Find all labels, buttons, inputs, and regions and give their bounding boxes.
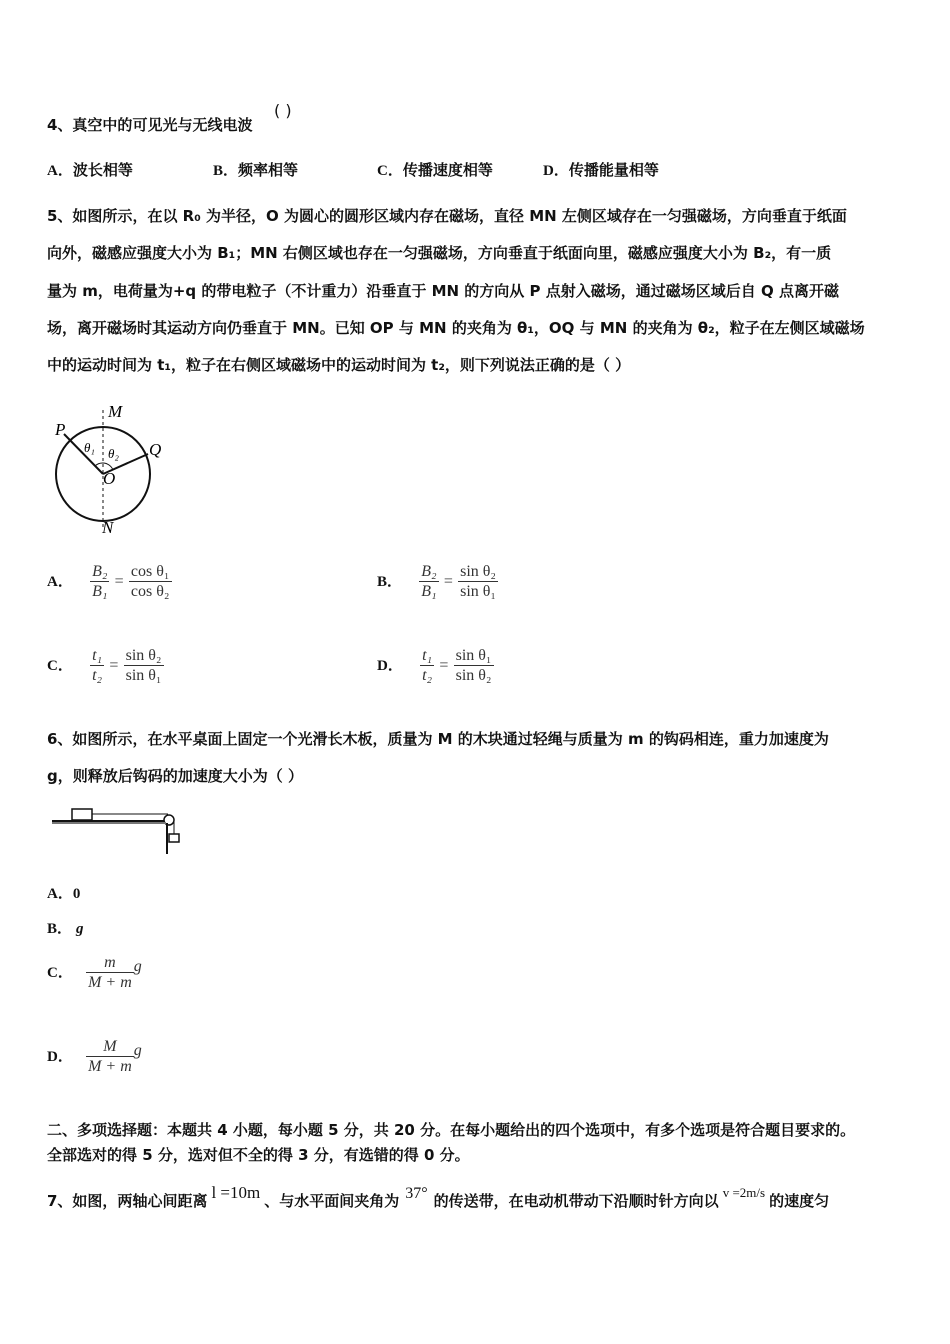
q5-line-5: 中的运动时间为 t₁，粒子在右侧区域磁场中的运动时间为 t₂，则下列说法正确的是（ ） (47, 356, 631, 374)
q6-option-a: A．0 (47, 886, 81, 902)
label-q: Q (149, 440, 162, 459)
q4-option-c: C．传播速度相等 (377, 161, 493, 179)
label-n: N (102, 518, 114, 537)
q5-line-4: 场，离开磁场时其运动方向仍垂直于 MN。已知 OP 与 MN 的夹角为 θ₁，OQ 与 MN 的夹角为 θ₂，粒子在左侧区域磁场 (47, 319, 865, 337)
q6-line-2: g，则释放后钩码的加速度大小为（ ） (47, 767, 303, 785)
label-o: O (103, 469, 116, 488)
q5-line-1: 5、如图所示，在以 R₀ 为半径，O 为圆心的圆形区域内存在磁场，直径 MN 左侧区域存在一匀强磁场，方向垂直于纸面 (47, 207, 847, 225)
hook-weight (169, 834, 179, 842)
q4-stem: 4、真空中的可见光与无线电波 (47, 116, 253, 134)
q6-table-figure (50, 804, 190, 856)
q5-line-3: 量为 m，电荷量为+q 的带电粒子（不计重力）沿垂直于 MN 的方向从 P 点射入磁场，通过磁场区域后自 Q 点离开磁 (47, 282, 839, 300)
label-p: P (55, 420, 66, 439)
q5-option-b: B． $\frac{\text{B₂}}{\text{B₁}}$ = $\frac{\text{sin θ₂}}{\text{sin θ₁}}$ (377, 563, 497, 600)
q5-option-d: D． $\frac{\text{t₁}}{\text{t₂}}$ = $\frac{\text{sin θ₁}}{\text{sin θ₂}}$ (377, 647, 492, 684)
block (72, 809, 92, 820)
q7-line-1: 7、如图，两轴心间距离 l =10m 、与水平面间夹角为 37° 的传送带，在电动机带动下沿顺时针方向以 v =2m/s 的速度匀 (47, 1183, 830, 1210)
label-theta1: θ₁ (84, 440, 95, 455)
label-theta2: θ₂ (108, 446, 119, 461)
q5-option-a: A． $\frac{\text{B₂}}{\text{B₁}}$ = $\frac{\text{cos θ₁}}{\text{cos θ₂}}$ (47, 563, 170, 600)
q6-option-d: D． $\frac{M}{M + m}$ g (47, 1038, 142, 1075)
section2-line-1: 二、多项选择题：本题共 4 小题，每小题 5 分，共 20 分。在每小题给出的四个选项中，有多个选项是符合题目要求的。 (47, 1121, 856, 1139)
q5-option-c: C． $\frac{\text{t₁}}{\text{t₂}}$ = $\frac{\text{sin θ₂}}{\text{sin θ₁}}$ (47, 647, 162, 684)
label-m: M (108, 402, 123, 421)
q5-circle-figure (50, 400, 180, 540)
q6-line-1: 6、如图所示，在水平桌面上固定一个光滑长木板，质量为 M 的木块通过轻绳与质量为 m 的钩码相连，重力加速度为 (47, 730, 829, 748)
q5-line-2: 向外，磁感应强度大小为 B₁；MN 右侧区域也存在一匀强磁场，方向垂直于纸面向里，磁感应强度大小为 B₂，有一质 (47, 244, 832, 262)
q4-answer-paren: ( ) (274, 101, 292, 120)
q6-option-c: C． $\frac{m}{M + m}$ g (47, 954, 142, 991)
section2-line-2: 全部选对的得 5 分，选对但不全的得 3 分，有选错的得 0 分。 (47, 1146, 470, 1164)
q4-option-d: D．传播能量相等 (543, 161, 659, 179)
q4-option-b: B．频率相等 (213, 161, 299, 179)
q6-option-b: B． g (47, 921, 84, 937)
q4-option-a: A．波长相等 (47, 161, 133, 179)
